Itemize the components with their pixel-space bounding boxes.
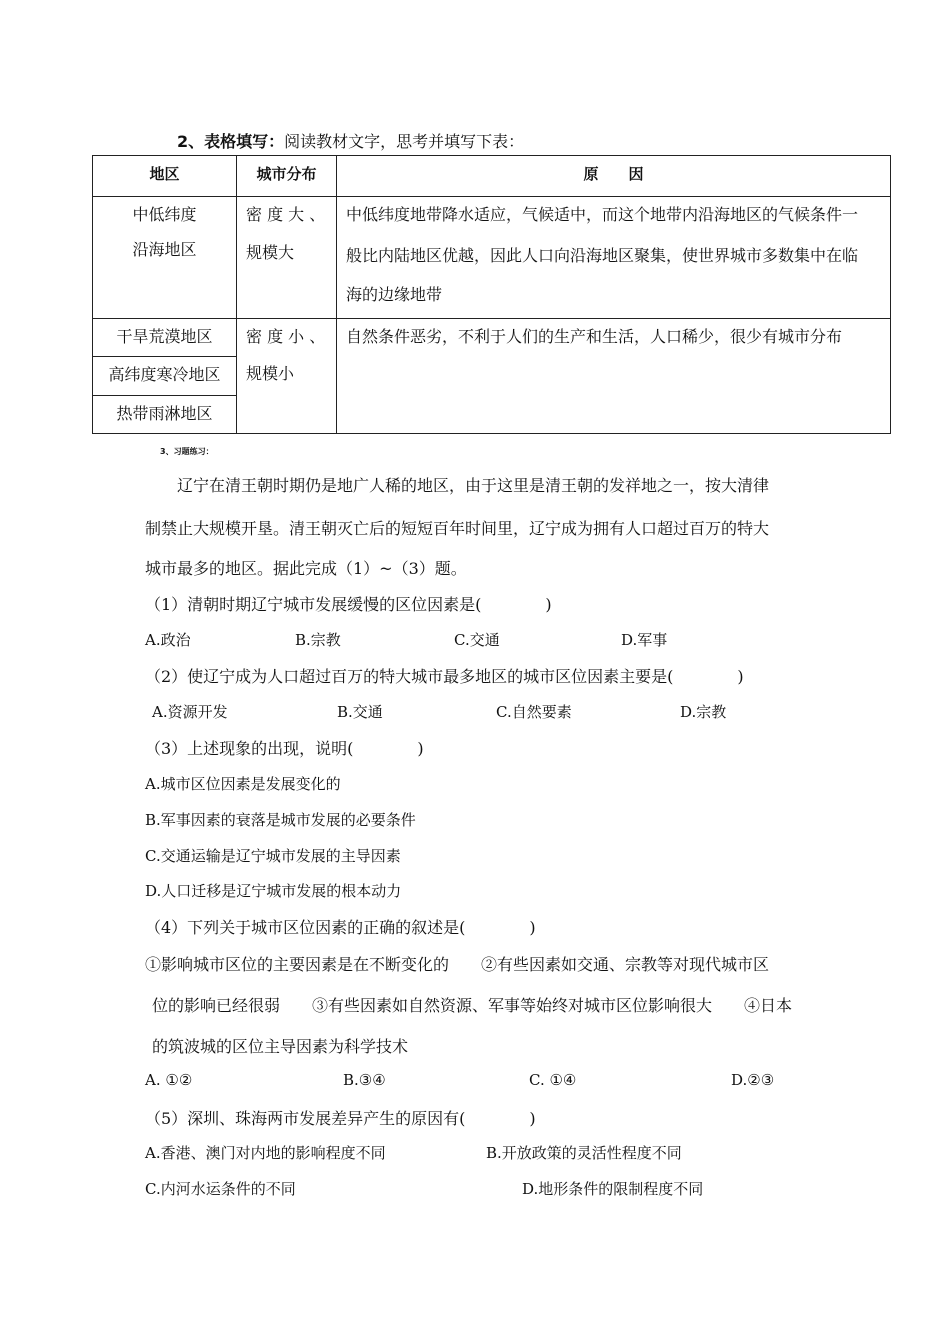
q1-stem: （1）清朝时期辽宁城市发展缓慢的区位因素是( ) bbox=[145, 595, 552, 614]
q4-option-a: A. ①② bbox=[145, 1071, 193, 1089]
q5-option-d: D.地形条件的限制程度不同 bbox=[522, 1180, 704, 1198]
q2-option-a: A.资源开发 bbox=[152, 703, 228, 721]
passage-line3: 城市最多的地区。据此完成（1）~（3）题。 bbox=[145, 559, 467, 578]
q1-option-d: D.军事 bbox=[621, 631, 668, 649]
row1-reason-line1: 中低纬度地带降水适应，气候适中，而这个地带内沿海地区的气候条件一 bbox=[346, 205, 859, 224]
q3-stem: （3）上述现象的出现，说明( ) bbox=[145, 739, 424, 758]
section-2-title: 表格填写： bbox=[204, 132, 285, 151]
q4-statement-line1: ①影响城市区位的主要因素是在不断变化的 ②有些因素如交通、宗教等对现代城市区 bbox=[145, 955, 770, 974]
header-region: 地区 bbox=[149, 165, 180, 183]
q5-stem: （5）深圳、珠海两市发展差异产生的原因有( ) bbox=[145, 1109, 536, 1128]
row1-reason-line2: 般比内陆地区优越，因此人口向沿海地区聚集，使世界城市多数集中在临 bbox=[346, 246, 859, 265]
q3-option-d: D.人口迁移是辽宁城市发展的根本动力 bbox=[145, 882, 402, 900]
q1-option-b: B.宗教 bbox=[295, 631, 341, 649]
q4-statement-line2: 位的影响已经很弱 ③有些因素如自然资源、军事等始终对城市区位影响很大 ④日本 bbox=[152, 996, 793, 1015]
q4-stem: （4）下列关于城市区位因素的正确的叙述是( ) bbox=[145, 918, 536, 937]
q1-option-c: C.交通 bbox=[454, 631, 500, 649]
q5-option-a: A.香港、澳门对内地的影响程度不同 bbox=[145, 1144, 386, 1162]
passage-line2: 制禁止大规模开垦。清王朝灭亡后的短短百年时间里，辽宁成为拥有人口超过百万的特大 bbox=[145, 519, 770, 538]
row2-region-1: 干旱荒漠地区 bbox=[116, 327, 213, 346]
q2-option-b: B.交通 bbox=[337, 703, 383, 721]
q1-option-a: A.政治 bbox=[145, 631, 191, 649]
q4-statement-line3: 的筑波城的区位主导因素为科学技术 bbox=[152, 1037, 409, 1056]
row1-region-line1: 中低纬度 bbox=[132, 205, 197, 224]
q4-option-c: C. ①④ bbox=[529, 1071, 577, 1089]
q2-option-d: D.宗教 bbox=[680, 703, 727, 721]
row2-distribution-line2: 规模小 bbox=[246, 364, 295, 383]
q5-option-b: B.开放政策的灵活性程度不同 bbox=[486, 1144, 682, 1162]
q3-option-b: B.军事因素的衰落是城市发展的必要条件 bbox=[145, 811, 416, 829]
section-2-heading bbox=[177, 129, 524, 152]
q4-option-d: D.②③ bbox=[731, 1071, 775, 1089]
q4-option-b: B.③④ bbox=[343, 1071, 386, 1089]
section-2-number: 2、 bbox=[177, 132, 205, 151]
row2-region-3: 热带雨淋地区 bbox=[116, 404, 213, 423]
row1-region-line2: 沿海地区 bbox=[132, 240, 197, 259]
header-reason: 原 因 bbox=[583, 165, 644, 183]
section-3-label: 3、习题练习： bbox=[160, 447, 214, 456]
section-2-instruction: 阅读教材文字，思考并填写下表： bbox=[284, 132, 525, 151]
row2-distribution-line1: 密 度 小 、 bbox=[246, 327, 326, 346]
q2-stem: （2）使辽宁成为人口超过百万的特大城市最多地区的城市区位因素主要是( ) bbox=[145, 667, 744, 686]
row2-reason: 自然条件恶劣，不利于人们的生产和生活，人口稀少，很少有城市分布 bbox=[346, 327, 843, 346]
q2-option-c: C.自然要素 bbox=[496, 703, 572, 721]
row1-reason-line3: 海的边缘地带 bbox=[346, 285, 443, 304]
passage-line1: 辽宁在清王朝时期仍是地广人稀的地区，由于这里是清王朝的发祥地之一，按大清律 bbox=[177, 476, 770, 495]
q3-option-a: A.城市区位因素是发展变化的 bbox=[145, 775, 341, 793]
q3-option-c: C.交通运输是辽宁城市发展的主导因素 bbox=[145, 847, 401, 865]
row2-region-2: 高纬度寒冷地区 bbox=[108, 365, 221, 384]
q5-option-c: C.内河水运条件的不同 bbox=[145, 1180, 296, 1198]
header-distribution: 城市分布 bbox=[256, 165, 317, 183]
row1-distribution-line2: 规模大 bbox=[246, 243, 295, 262]
row1-distribution-line1: 密 度 大 、 bbox=[246, 205, 326, 224]
